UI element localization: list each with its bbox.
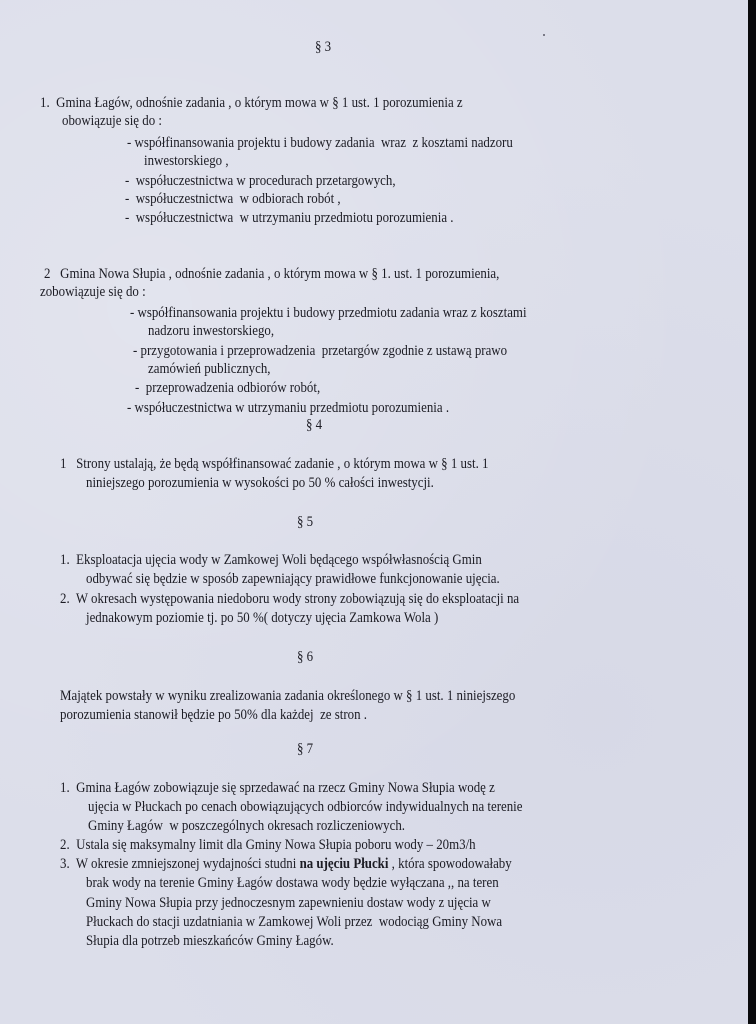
s3-item-2-line-1: 2 Gmina Nowa Słupia , odnośnie zadania , o którym mowa w § 1. ust. 1 porozumienia, [44, 266, 500, 282]
section-heading-6: § 6 [297, 649, 314, 665]
s5-item-1-line-1: 1. Eksploatacja ujęcia wody w Zamkowej Woli będącego współwłasnością Gmin [60, 552, 482, 568]
section-heading-7: § 7 [297, 741, 314, 757]
s3-item-1-line-2: obowiązuje się do : [62, 113, 162, 129]
s7-item-3-bold-term: na ujęciu Płucki [299, 856, 389, 872]
s4-item-1-line-2: niniejszego porozumienia w wysokości po 50 % całości inwestycji. [86, 475, 434, 491]
s7-item-3-line-5: Słupia dla potrzeb mieszkańców Gminy Łagów. [86, 933, 334, 949]
s4-item-1-line-1: 1 Strony ustalają, że będą współfinansować zadanie , o którym mowa w § 1 ust. 1 [60, 456, 489, 472]
s7-item-3-line-3: Gminy Nowa Słupia przy jednoczesnym zapewnieniu dostaw wody z ujęcia w [86, 895, 491, 911]
scan-edge-shadow [748, 0, 756, 1024]
s6-paragraph-line-2: porozumienia stanowił będzie po 50% dla każdej ze stron . [60, 707, 367, 723]
s3-item-1-bullet-1-line-2: inwestorskiego , [144, 153, 229, 169]
scan-speck [543, 34, 545, 36]
s6-paragraph-line-1: Majątek powstały w wyniku zrealizowania zadania określonego w § 1 ust. 1 niniejszego [60, 688, 516, 704]
s7-item-3-line-4: Płuckach do stacji uzdatniania w Zamkowej Woli przez wodociąg Gminy Nowa [86, 914, 503, 930]
s3-item-1-bullet-3: - współuczestnictwa w odbiorach robót , [125, 191, 341, 207]
s3-item-2-line-2: zobowiązuje się do : [40, 284, 146, 300]
s7-item-3-line-2: brak wody na terenie Gminy Łagów dostawa wody będzie wyłączana ,, na teren [86, 875, 499, 891]
s3-item-2-bullet-2-line-2: zamówień publicznych, [148, 361, 271, 377]
s3-item-2-bullet-2-line-1: - przygotowania i przeprowadzenia przetargów zgodnie z ustawą prawo [133, 343, 508, 359]
s7-item-3-text-b: , która spowodowałaby [388, 856, 512, 872]
section-heading-5: § 5 [297, 514, 314, 530]
section-heading-4: § 4 [306, 417, 323, 433]
s7-item-3-text-a: 3. W okresie zmniejszonej wydajności studni [60, 856, 300, 872]
s3-item-1-bullet-2: - współuczestnictwa w procedurach przetargowych, [125, 173, 396, 189]
s5-item-2-line-2: jednakowym poziomie tj. po 50 %( dotyczy ujęcia Zamkowa Wola ) [86, 610, 439, 626]
s5-item-1-line-2: odbywać się będzie w sposób zapewniający prawidłowe funkcjonowanie ujęcia. [86, 571, 500, 587]
s3-item-2-bullet-3: - przeprowadzenia odbiorów robót, [135, 380, 321, 396]
s3-item-1-bullet-4: - współuczestnictwa w utrzymaniu przedmiotu porozumienia . [125, 210, 454, 226]
s3-item-2-bullet-1-line-1: - współfinansowania projektu i budowy przedmiotu zadania wraz z kosztami [130, 305, 527, 321]
s3-item-2-bullet-4: - współuczestnictwa w utrzymaniu przedmiotu porozumienia . [127, 400, 450, 416]
section-heading-3: § 3 [315, 39, 332, 55]
s5-item-2-line-1: 2. W okresach występowania niedoboru wody strony zobowiązują się do eksploatacji na [60, 591, 520, 607]
s3-item-1-bullet-1-line-1: - współfinansowania projektu i budowy zadania wraz z kosztami nadzoru [127, 135, 513, 151]
s7-item-1-line-2: ujęcia w Płuckach po cenach obowiązujących odbiorców indywidualnych na terenie [88, 799, 523, 815]
s3-item-1-line-1: 1. Gmina Łagów, odnośnie zadania , o którym mowa w § 1 ust. 1 porozumienia z [40, 95, 463, 111]
s3-item-2-bullet-1-line-2: nadzoru inwestorskiego, [148, 323, 275, 339]
s7-item-2-line-1: 2. Ustala się maksymalny limit dla Gminy Nowa Słupia poboru wody – 20m3/h [60, 837, 476, 853]
s7-item-1-line-1: 1. Gmina Łagów zobowiązuje się sprzedawać na rzecz Gminy Nowa Słupia wodę z [60, 780, 495, 796]
s7-item-3-line-1 [60, 855, 512, 873]
s7-item-1-line-3: Gminy Łagów w poszczególnych okresach rozliczeniowych. [88, 818, 406, 834]
